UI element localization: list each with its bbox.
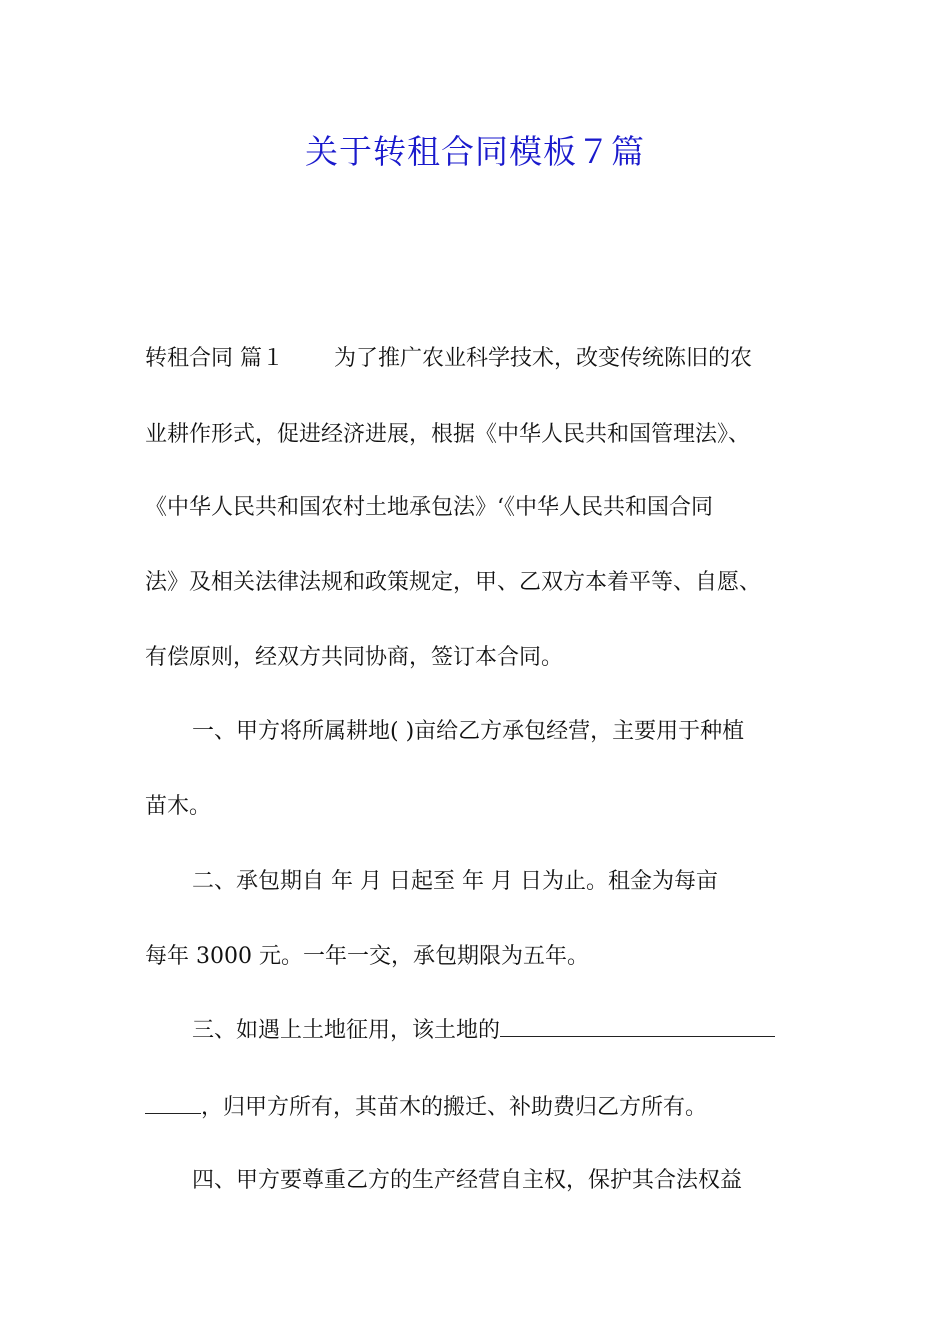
clause-text: ，归甲方所有，其苗木的搬迁、补助费归乙方所有。	[201, 1095, 708, 1120]
paragraph-line	[145, 342, 825, 376]
clause-line	[145, 1091, 825, 1125]
clause-line: 四、甲方要尊重乙方的生产经营自主权，保护其合法权益	[192, 1168, 743, 1193]
clause-line: 二、承包期自 年 月 日起至 年 月 日为止。租金为每亩	[192, 869, 718, 894]
clause-line: 苗木。	[145, 794, 212, 819]
paragraph-line: 法》及相关法律法规和政策规定，甲、乙双方本着平等、自愿、	[145, 570, 762, 595]
paragraph-line: 《中华人民共和国农村土地承包法》‘《中华人民共和国合同	[145, 495, 713, 520]
document-title: 关于转租合同模板７篇	[305, 132, 645, 171]
fill-in-blank	[145, 1091, 201, 1114]
clause-line: 一、甲方将所属耕地( )亩给乙方承包经营，主要用于种植	[192, 719, 745, 744]
clause-line	[192, 1014, 872, 1048]
paragraph-line: 有偿原则，经双方共同协商，签订本合同。	[145, 645, 564, 670]
paragraph-text: 为了推广农业科学技术，改变传统陈旧的农	[334, 346, 753, 371]
fill-in-blank	[500, 1014, 775, 1037]
clause-line: 每年 3000 元。一年一交，承包期限为五年。	[145, 944, 589, 969]
paragraph-line: 业耕作形式，促进经济进展，根据《中华人民共和国管理法》、	[145, 422, 751, 447]
section-heading: 转租合同 篇１	[145, 346, 284, 371]
clause-text: 三、如遇上土地征用，该土地的	[192, 1018, 501, 1043]
